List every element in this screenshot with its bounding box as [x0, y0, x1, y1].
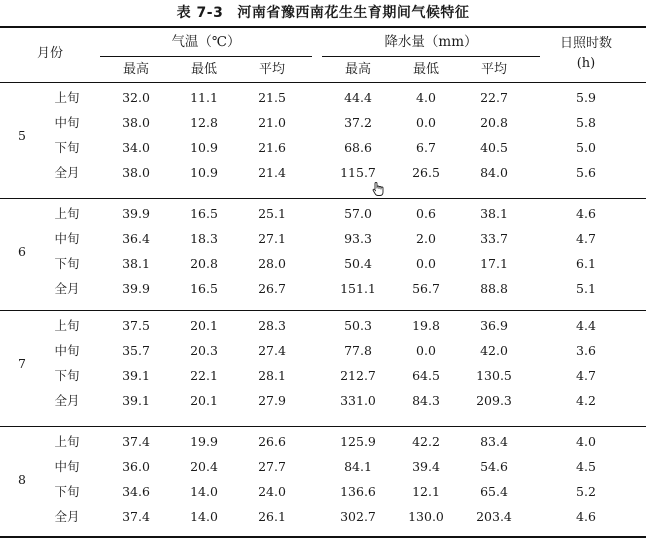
data-cell: 4.4 — [576, 318, 596, 333]
data-cell: 21.4 — [258, 165, 286, 180]
data-cell: 4.7 — [576, 368, 596, 383]
data-cell: 35.7 — [122, 343, 150, 358]
data-cell: 38.0 — [122, 165, 150, 180]
header-sub-5: 平均 — [480, 62, 507, 77]
data-cell: 20.3 — [190, 343, 218, 358]
data-cell: 36.4 — [122, 231, 150, 246]
period-label: 上旬 — [54, 318, 80, 333]
data-cell: 16.5 — [190, 206, 218, 221]
data-cell: 26.6 — [258, 434, 286, 449]
data-cell: 25.1 — [258, 206, 286, 221]
period-label: 上旬 — [54, 206, 80, 221]
data-cell: 14.0 — [190, 484, 218, 499]
data-cell: 57.0 — [344, 206, 372, 221]
data-cell: 38.0 — [122, 115, 150, 130]
period-label: 中旬 — [54, 343, 80, 358]
period-label: 全月 — [54, 393, 80, 408]
period-label: 上旬 — [54, 434, 80, 449]
data-cell: 18.3 — [190, 231, 218, 246]
data-cell: 88.8 — [480, 281, 508, 296]
data-cell: 38.1 — [480, 206, 508, 221]
header-sub-2: 平均 — [258, 62, 285, 77]
month-label: 5 — [18, 128, 26, 143]
period-label: 全月 — [54, 165, 80, 180]
month-label: 8 — [18, 472, 26, 487]
data-cell: 5.9 — [576, 90, 596, 105]
header-sun-group: 日照时数 — [559, 36, 612, 51]
data-cell: 27.4 — [258, 343, 286, 358]
data-cell: 4.5 — [576, 459, 596, 474]
data-cell: 38.1 — [122, 256, 150, 271]
data-cell: 10.9 — [190, 165, 218, 180]
data-cell: 22.1 — [190, 368, 218, 383]
data-cell: 21.6 — [258, 140, 286, 155]
data-cell: 4.0 — [416, 90, 436, 105]
data-cell: 4.6 — [576, 509, 596, 524]
data-cell: 151.1 — [340, 281, 376, 296]
header-sun-unit: (h) — [576, 56, 596, 71]
data-cell: 64.5 — [412, 368, 440, 383]
header-bottom-rule — [0, 82, 646, 83]
data-cell: 11.1 — [190, 90, 218, 105]
period-label: 中旬 — [54, 231, 80, 246]
data-cell: 5.0 — [576, 140, 596, 155]
data-cell: 36.0 — [122, 459, 150, 474]
data-cell: 20.1 — [190, 393, 218, 408]
data-cell: 6.7 — [416, 140, 436, 155]
top-rule — [0, 26, 646, 28]
period-label: 上旬 — [54, 90, 80, 105]
data-cell: 6.1 — [576, 256, 596, 271]
data-cell: 125.9 — [340, 434, 376, 449]
data-cell: 26.1 — [258, 509, 286, 524]
data-cell: 37.4 — [122, 509, 150, 524]
month-label: 6 — [18, 244, 26, 259]
bottom-rule — [0, 536, 646, 538]
data-cell: 40.5 — [480, 140, 508, 155]
header-month: 月份 — [36, 46, 63, 61]
data-cell: 26.5 — [412, 165, 440, 180]
period-label: 全月 — [54, 509, 80, 524]
period-label: 全月 — [54, 281, 80, 296]
header-sub-1: 最低 — [190, 62, 217, 77]
data-cell: 54.6 — [480, 459, 508, 474]
data-cell: 331.0 — [340, 393, 376, 408]
data-cell: 5.6 — [576, 165, 596, 180]
table-title — [0, 2, 646, 24]
data-cell: 65.4 — [480, 484, 508, 499]
header-sub-3: 最高 — [344, 62, 371, 77]
data-cell: 212.7 — [340, 368, 376, 383]
data-cell: 32.0 — [122, 90, 150, 105]
data-cell: 84.0 — [480, 165, 508, 180]
data-cell: 84.3 — [412, 393, 440, 408]
data-cell: 84.1 — [344, 459, 372, 474]
data-cell: 42.2 — [412, 434, 440, 449]
data-cell: 4.0 — [576, 434, 596, 449]
data-cell: 136.6 — [340, 484, 376, 499]
data-cell: 37.5 — [122, 318, 150, 333]
data-cell: 22.7 — [480, 90, 508, 105]
data-cell: 34.6 — [122, 484, 150, 499]
data-cell: 21.0 — [258, 115, 286, 130]
data-cell: 83.4 — [480, 434, 508, 449]
table-caption: 河南省豫西南花生生育期间气候特征 — [237, 5, 470, 21]
data-cell: 3.6 — [576, 343, 596, 358]
data-cell: 17.1 — [480, 256, 508, 271]
data-cell: 50.4 — [344, 256, 372, 271]
header-temp-group: 气温（℃） — [171, 34, 241, 50]
data-cell: 39.1 — [122, 368, 150, 383]
period-label: 下旬 — [54, 368, 80, 383]
data-cell: 302.7 — [340, 509, 376, 524]
data-cell: 28.1 — [258, 368, 286, 383]
data-cell: 33.7 — [480, 231, 508, 246]
month-label: 7 — [18, 356, 26, 371]
data-cell: 115.7 — [340, 165, 376, 180]
data-cell: 28.3 — [258, 318, 286, 333]
data-cell: 39.4 — [412, 459, 440, 474]
data-cell: 34.0 — [122, 140, 150, 155]
data-cell: 5.1 — [576, 281, 596, 296]
data-cell: 39.1 — [122, 393, 150, 408]
data-cell: 21.5 — [258, 90, 286, 105]
data-cell: 20.1 — [190, 318, 218, 333]
data-cell: 209.3 — [476, 393, 512, 408]
data-cell: 39.9 — [122, 281, 150, 296]
month-divider — [0, 198, 646, 199]
data-cell: 93.3 — [344, 231, 372, 246]
data-cell: 0.6 — [416, 206, 436, 221]
data-cell: 5.8 — [576, 115, 596, 130]
data-cell: 20.4 — [190, 459, 218, 474]
data-cell: 20.8 — [480, 115, 508, 130]
data-cell: 36.9 — [480, 318, 508, 333]
period-label: 下旬 — [54, 140, 80, 155]
period-label: 下旬 — [54, 256, 80, 271]
data-cell: 130.5 — [476, 368, 512, 383]
header-sub-0: 最高 — [122, 62, 149, 77]
data-cell: 203.4 — [476, 509, 512, 524]
header-rain-group: 降水量（mm） — [384, 34, 478, 50]
data-cell: 42.0 — [480, 343, 508, 358]
data-cell: 0.0 — [416, 115, 436, 130]
month-divider — [0, 426, 646, 427]
data-cell: 130.0 — [408, 509, 444, 524]
data-cell: 19.8 — [412, 318, 440, 333]
data-cell: 0.0 — [416, 256, 436, 271]
data-cell: 44.4 — [344, 90, 372, 105]
period-label: 中旬 — [54, 459, 80, 474]
data-cell: 56.7 — [412, 281, 440, 296]
data-cell: 68.6 — [344, 140, 372, 155]
data-cell: 12.8 — [190, 115, 218, 130]
rain-group-rule — [322, 56, 540, 57]
data-cell: 37.2 — [344, 115, 372, 130]
data-cell: 4.6 — [576, 206, 596, 221]
month-divider — [0, 310, 646, 311]
data-cell: 14.0 — [190, 509, 218, 524]
data-cell: 24.0 — [258, 484, 286, 499]
data-cell: 27.1 — [258, 231, 286, 246]
temp-group-rule — [100, 56, 312, 57]
table-number: 表 7-3 — [176, 5, 224, 21]
data-cell: 12.1 — [412, 484, 440, 499]
period-label: 下旬 — [54, 484, 80, 499]
data-cell: 50.3 — [344, 318, 372, 333]
data-cell: 2.0 — [416, 231, 436, 246]
period-label: 中旬 — [54, 115, 80, 130]
data-cell: 4.2 — [576, 393, 596, 408]
data-cell: 20.8 — [190, 256, 218, 271]
data-cell: 28.0 — [258, 256, 286, 271]
data-cell: 10.9 — [190, 140, 218, 155]
data-cell: 27.7 — [258, 459, 286, 474]
data-cell: 5.2 — [576, 484, 596, 499]
data-cell: 39.9 — [122, 206, 150, 221]
data-cell: 16.5 — [190, 281, 218, 296]
data-cell: 26.7 — [258, 281, 286, 296]
data-cell: 19.9 — [190, 434, 218, 449]
data-cell: 77.8 — [344, 343, 372, 358]
data-cell: 27.9 — [258, 393, 286, 408]
data-cell: 0.0 — [416, 343, 436, 358]
data-cell: 37.4 — [122, 434, 150, 449]
header-sub-4: 最低 — [412, 62, 439, 77]
data-cell: 4.7 — [576, 231, 596, 246]
hand-cursor-icon — [370, 180, 388, 198]
